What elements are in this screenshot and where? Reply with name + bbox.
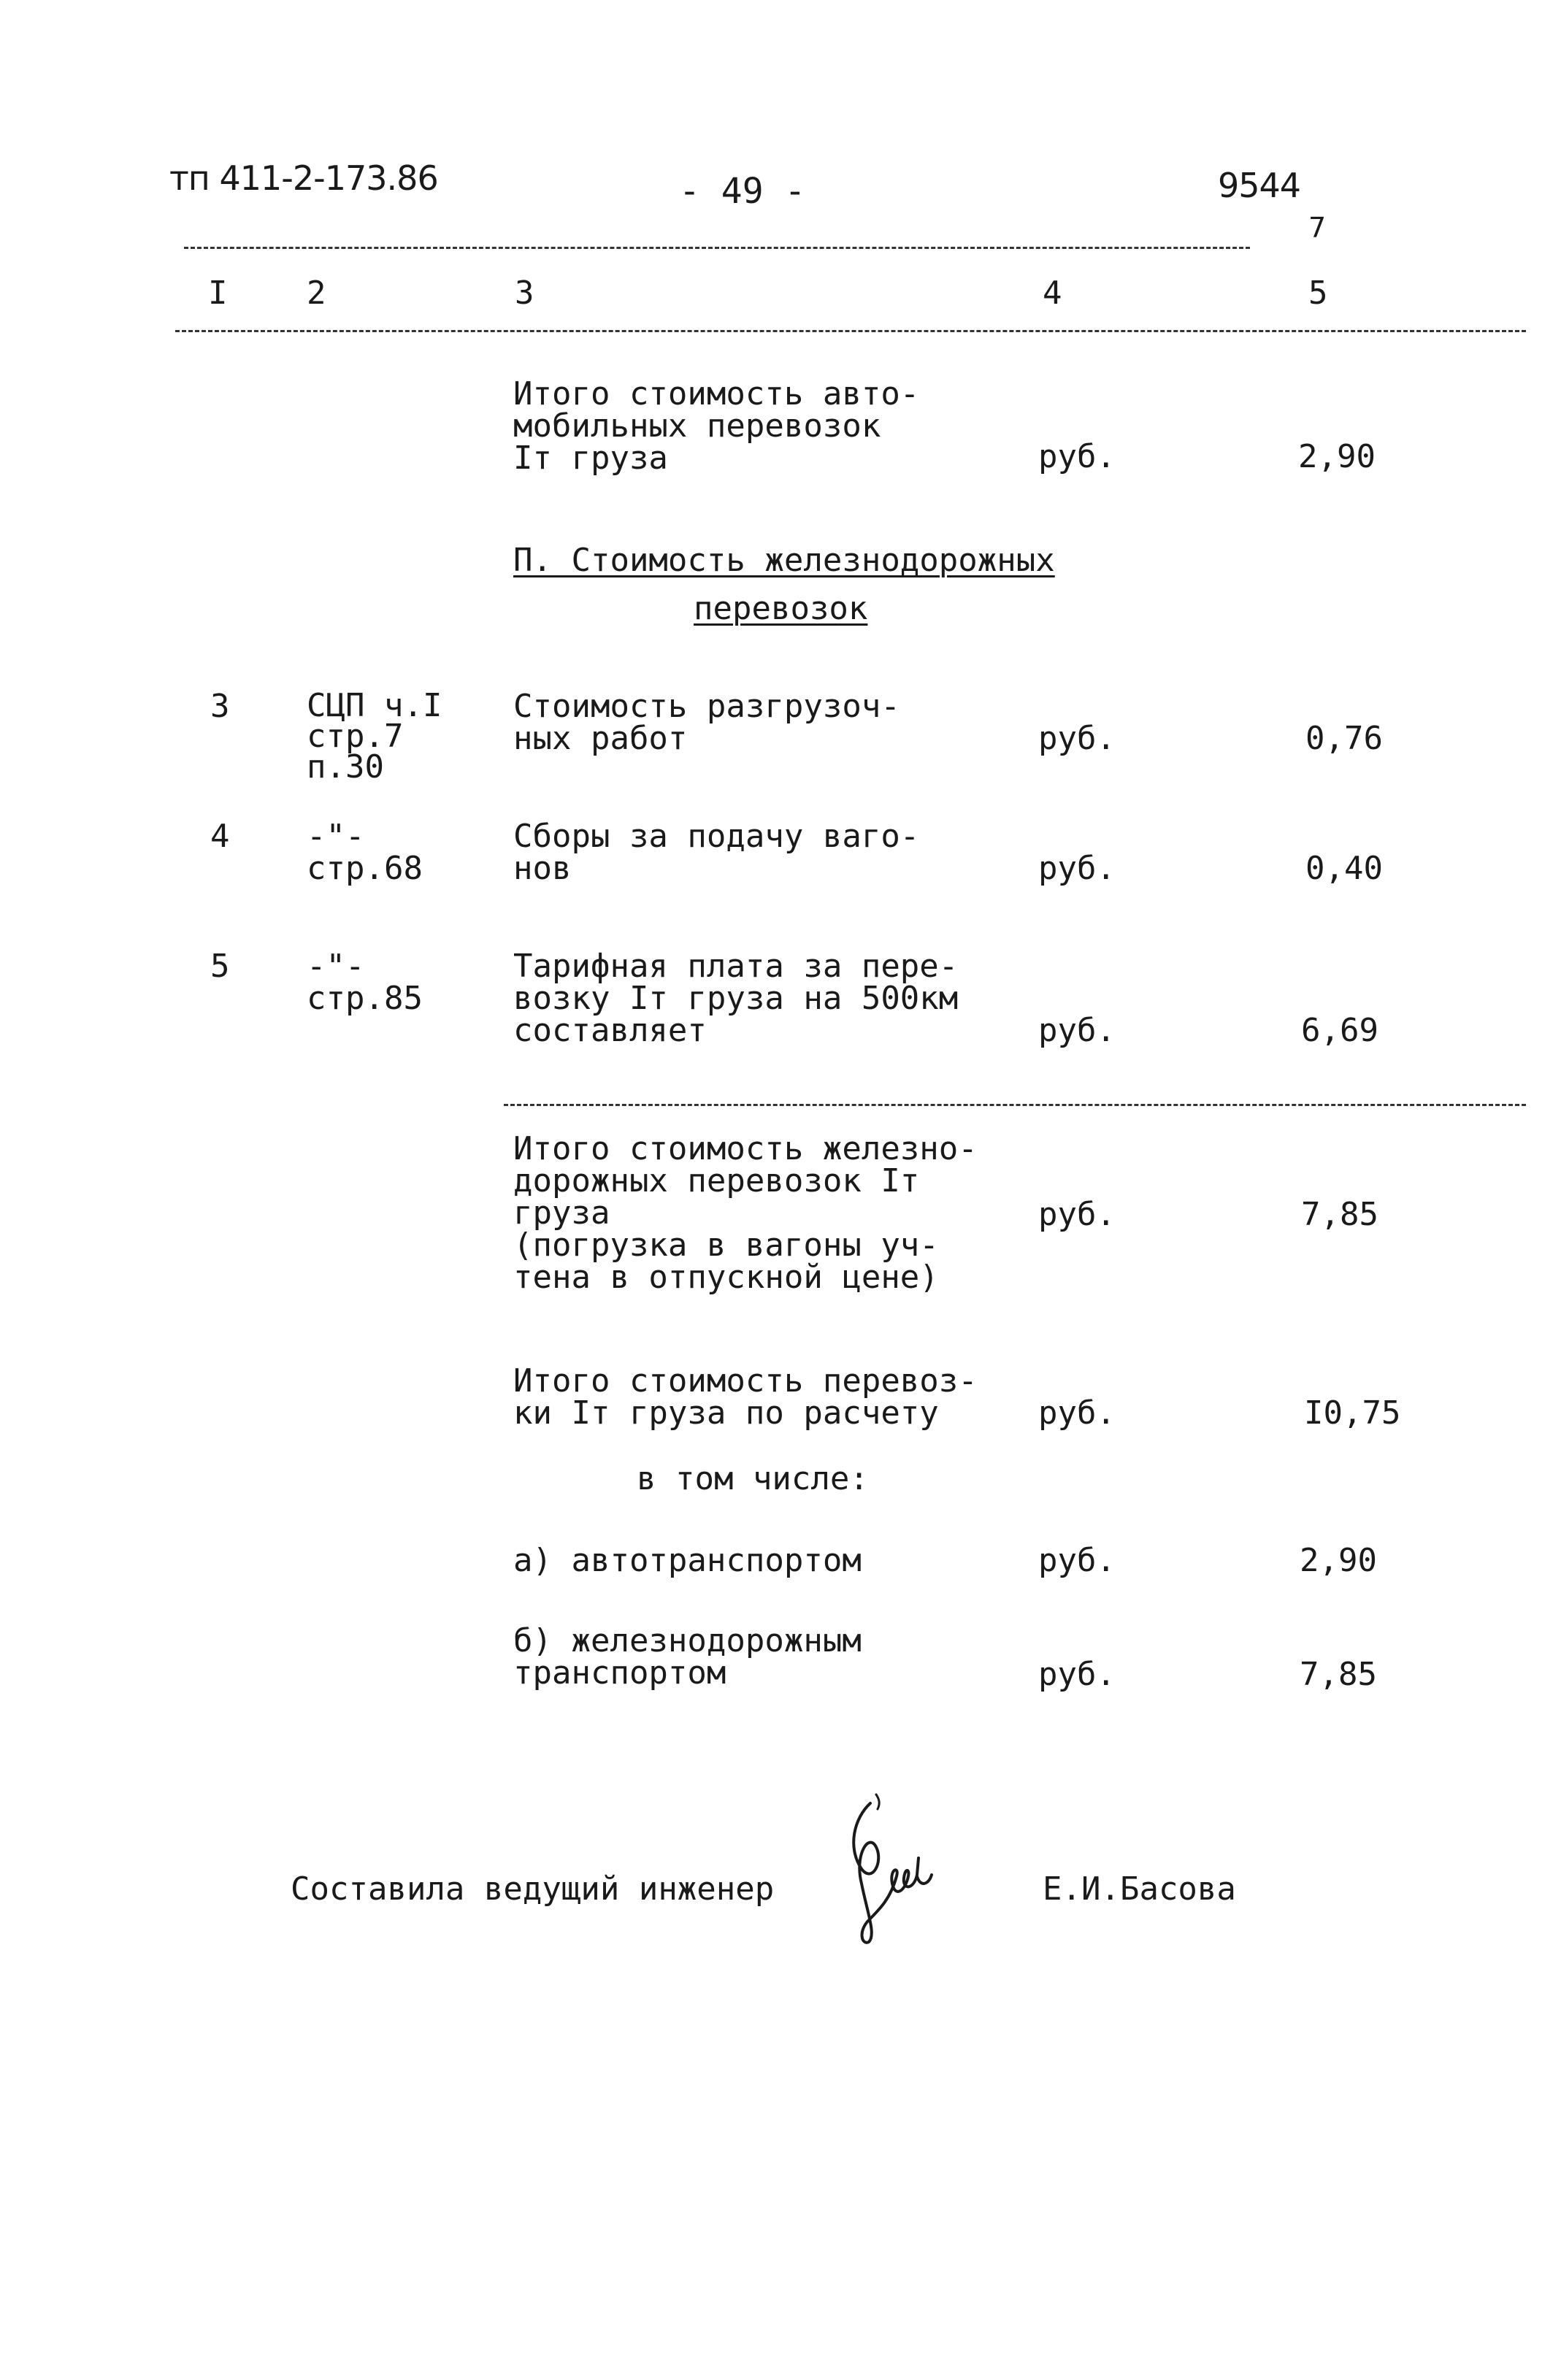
grand-total-label: Итого стоимость перевоз- ки Iт груза по расчету: [513, 1362, 978, 1432]
column-header-3: 3: [515, 275, 534, 312]
rail-total-unit: руб.: [1038, 1196, 1116, 1233]
grand-total-value: I0,75: [1304, 1394, 1401, 1432]
row-unit: руб.: [1038, 1012, 1116, 1049]
subtotal-rule: [504, 1104, 1526, 1106]
including-label: в том числе:: [637, 1460, 869, 1497]
column-header-4: 4: [1043, 275, 1062, 312]
breakdown-value: 2,90: [1300, 1542, 1377, 1579]
breakdown-unit: руб.: [1038, 1656, 1116, 1693]
auto-total-unit: руб.: [1038, 438, 1116, 475]
handwritten-signature: [832, 1789, 942, 1949]
signatory-name: Е.И.Басова: [1043, 1870, 1236, 1908]
row-number: 3: [210, 688, 230, 725]
row-description: Стоимость разгрузоч- ных работ: [513, 688, 900, 757]
breakdown-value: 7,85: [1300, 1656, 1377, 1693]
compiled-by-label: Составила ведущий инженер: [291, 1870, 775, 1908]
row-unit: руб.: [1038, 850, 1116, 887]
document-code: тп 411-2-173.86: [169, 158, 438, 198]
row-number: 5: [210, 948, 230, 985]
column-header-1: I: [208, 275, 228, 312]
row-number: 4: [210, 818, 230, 855]
row-value: 6,69: [1301, 1012, 1378, 1049]
grand-total-unit: руб.: [1038, 1394, 1116, 1432]
page-number: - 49 -: [679, 171, 806, 212]
section-title-line2: перевозок: [694, 590, 868, 627]
sheet-number: 9544: [1218, 166, 1301, 205]
row-unit: руб.: [1038, 720, 1116, 757]
column-header-5: 5: [1308, 275, 1328, 312]
row-reference: -"- стр.85: [307, 948, 423, 1017]
row-value: 0,76: [1305, 720, 1383, 757]
row-description: Сборы за подачу ваго- нов: [513, 818, 920, 887]
sheet-sub-number: 7: [1308, 212, 1326, 244]
rail-total-value: 7,85: [1301, 1196, 1378, 1233]
breakdown-unit: руб.: [1038, 1542, 1116, 1579]
column-header-2: 2: [307, 275, 326, 312]
row-description: Тарифная плата за пере- возку Iт груза на 500км составляет: [513, 948, 959, 1049]
row-reference: -"- стр.68: [307, 818, 423, 887]
row-value: 0,40: [1305, 850, 1383, 887]
column-header-rule: [175, 330, 1526, 332]
section-title-line1: П. Стоимость железнодорожных: [513, 542, 1055, 579]
rail-total-label: Итого стоимость железно- дорожных перевозок Iт груза (погрузка в вагоны уч- тена в отпускной цене): [513, 1130, 978, 1296]
auto-total-label: Итого стоимость авто- мобильных перевозок Iт груза: [513, 375, 920, 477]
breakdown-label: б) железнодорожным транспортом: [513, 1622, 862, 1692]
row-reference: СЦП ч.I стр.7 п.30: [307, 687, 442, 786]
breakdown-label: а) автотранспортом: [513, 1542, 862, 1579]
header-rule: [184, 247, 1250, 249]
auto-total-value: 2,90: [1298, 438, 1376, 475]
